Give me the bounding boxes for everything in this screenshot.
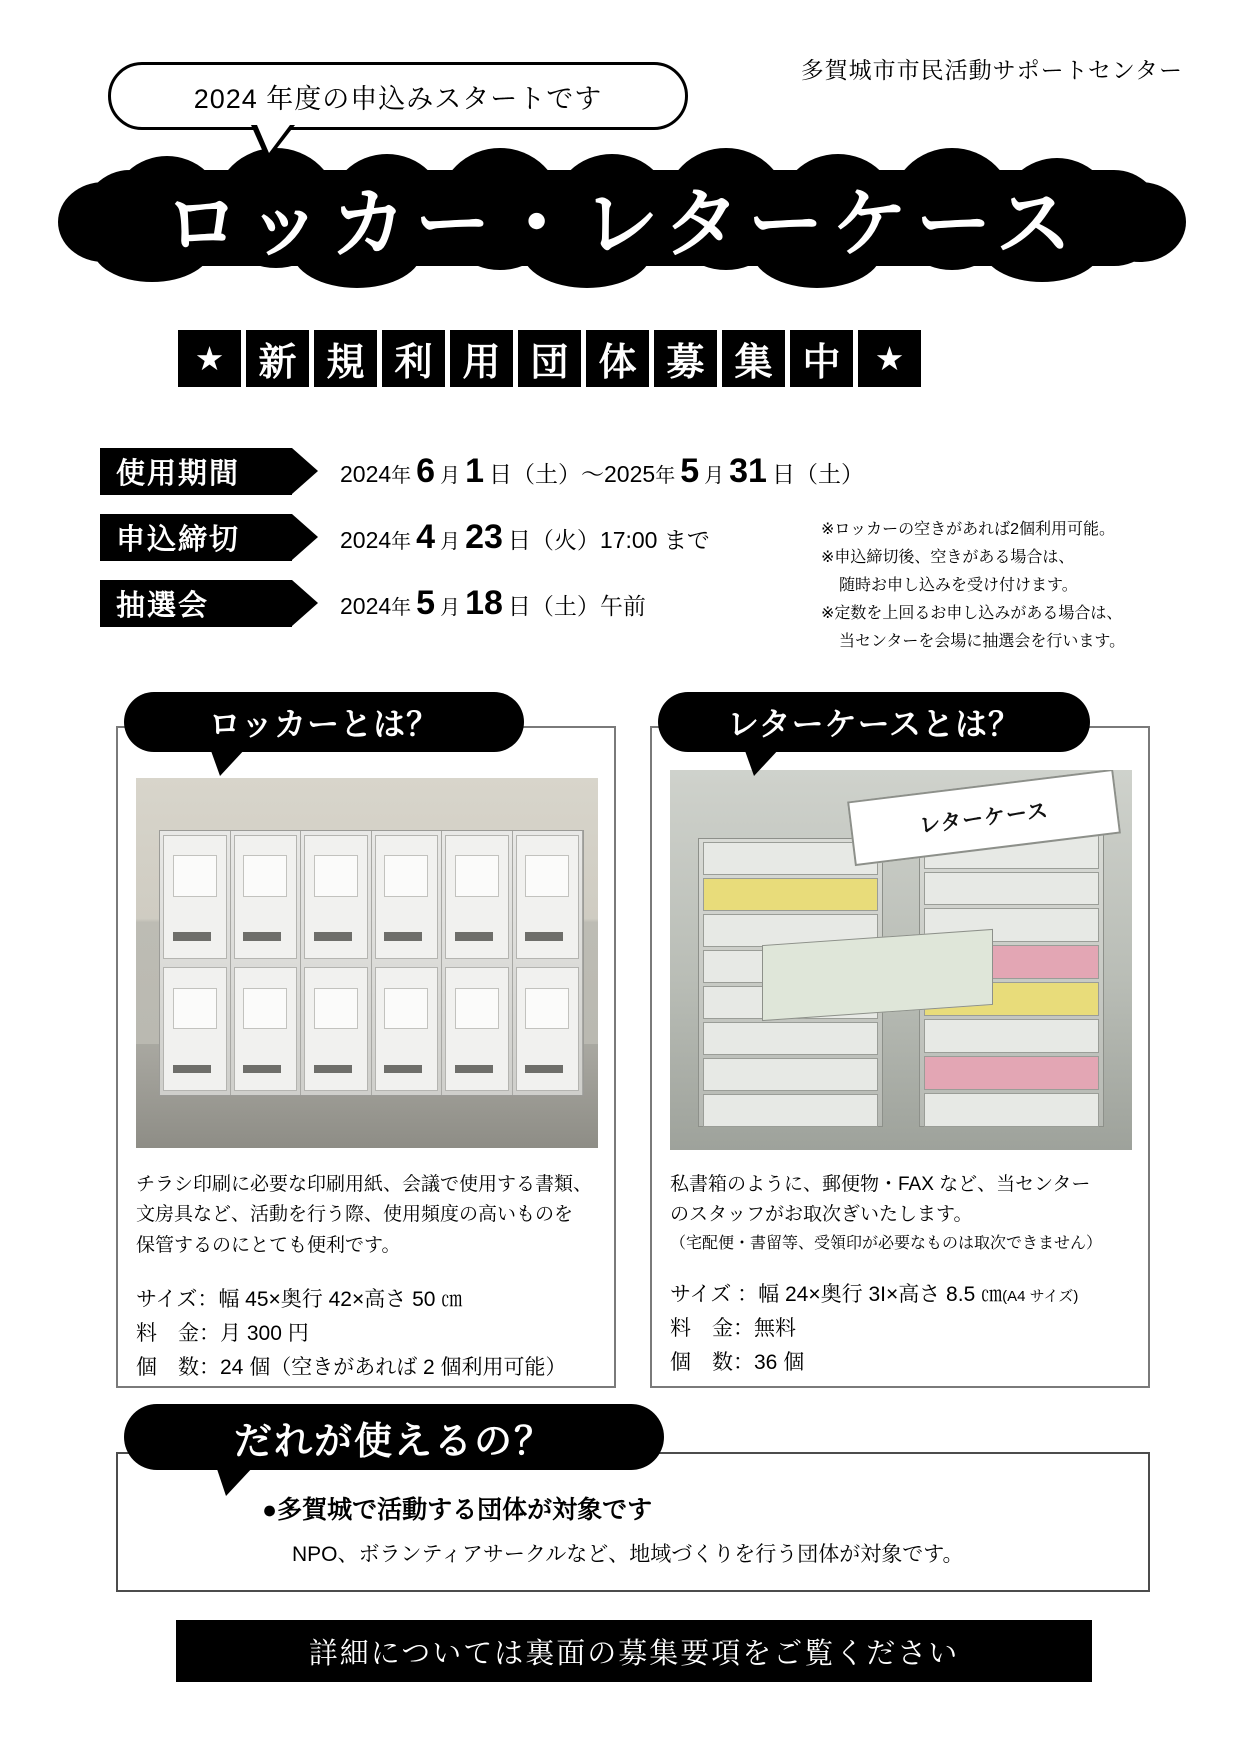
locker-name-card <box>314 855 358 897</box>
locker-handle-icon <box>243 1065 281 1074</box>
locker-name-card <box>384 855 428 897</box>
locker-handle-icon <box>173 1065 211 1074</box>
info-value-part: 2024 <box>340 527 392 553</box>
locker-cell <box>375 967 439 1091</box>
letter-tray <box>703 1022 878 1055</box>
info-label: 使用期間 <box>100 448 292 495</box>
letter-tray <box>703 1058 878 1091</box>
locker-desc-lines <box>136 1170 606 1261</box>
locker-handle-icon <box>525 932 563 941</box>
locker-name-card <box>525 988 569 1030</box>
locker-cell <box>304 835 368 959</box>
recruit-headline <box>178 330 921 387</box>
locker-handle-icon <box>384 1065 422 1074</box>
info-value-part: 31 <box>729 452 767 490</box>
footer-banner: 詳細については裏面の募集要項をご覧ください <box>176 1620 1092 1682</box>
locker-count: 個 数：24 個（空きがあれば 2 個利用可能） <box>136 1356 567 1380</box>
locker-cell <box>516 967 580 1091</box>
letter-case-heading <box>658 692 1090 752</box>
locker-name-card <box>243 855 287 897</box>
letter-case-specs <box>670 1278 1140 1380</box>
locker-column <box>231 831 302 1095</box>
letter-desc-line: のスタッフがお取次ぎいたします。 <box>670 1204 973 1226</box>
locker-handle-icon <box>455 1065 493 1074</box>
info-value-part: 日（土）～2025 <box>489 461 656 487</box>
locker-handle-icon <box>314 1065 352 1074</box>
headline-char: 利 <box>382 330 445 387</box>
info-value-part: 月 <box>704 465 725 487</box>
star-icon: ★ <box>858 330 921 387</box>
info-value-part: 23 <box>465 518 503 556</box>
locker-name-card <box>455 855 499 897</box>
locker-handle-icon <box>243 932 281 941</box>
letter-size <box>670 1278 1140 1312</box>
locker-cell <box>375 835 439 959</box>
locker-handle-icon <box>173 932 211 941</box>
info-value-part: 5 <box>680 452 700 490</box>
locker-cell <box>304 967 368 1091</box>
letter-desc-note: （宅配便・書留等、受領印が必要なものは取次できません） <box>670 1234 1103 1252</box>
info-value-part: 5 <box>416 584 436 622</box>
eligibility-heading-text: だれが使えるの？ <box>233 1420 554 1463</box>
letter-desc-line: 私書箱のように、郵便物・FAX など、当センター <box>670 1174 1091 1195</box>
locker-column <box>513 831 584 1095</box>
speech-tail-inner-icon <box>257 125 290 153</box>
info-value-part: 2024 <box>340 593 392 619</box>
info-row <box>100 448 864 495</box>
headline-char: 中 <box>790 330 853 387</box>
locker-desc-line: 保管するのにとても便利です。 <box>136 1234 401 1256</box>
headline-char: 新 <box>246 330 309 387</box>
headline-char: 体 <box>586 330 649 387</box>
speech-tail-icon <box>210 748 246 776</box>
info-value-part: 6 <box>416 452 436 490</box>
letter-size-note: (A4 サイズ) <box>1002 1288 1079 1306</box>
info-value-part: 日（土） <box>771 461 864 487</box>
locker-cell <box>234 967 298 1091</box>
info-value-part: 2024 <box>340 461 392 487</box>
locker-column <box>160 831 231 1095</box>
eligibility-line-1: ●多賀城で活動する団体が対象です <box>262 1496 653 1524</box>
info-value-part: 年 <box>391 531 412 553</box>
title-cloud <box>52 148 1192 286</box>
letter-tray <box>703 878 878 911</box>
info-value-part: 年 <box>391 465 412 487</box>
letter-desc-lines <box>670 1170 1140 1231</box>
info-label: 抽選会 <box>100 580 292 627</box>
locker-name-card <box>173 988 217 1030</box>
locker-cell <box>234 835 298 959</box>
letter-tray <box>924 872 1099 906</box>
locker-cell <box>163 835 227 959</box>
locker-heading <box>124 692 524 752</box>
info-value-part: 月 <box>440 531 461 553</box>
info-value-part: 4 <box>416 518 436 556</box>
info-value-part: 月 <box>440 465 461 487</box>
letter-case-description <box>670 1170 1140 1380</box>
locker-name-card <box>173 855 217 897</box>
locker-name-card <box>455 988 499 1030</box>
locker-handle-icon <box>384 932 422 941</box>
intro-speech-text: 2024 年度の申込みスタートです <box>193 83 603 114</box>
locker-heading-text: ロッカーとは？ <box>208 706 440 742</box>
star-icon: ★ <box>178 330 241 387</box>
locker-fee: 料 金：月 300 円 <box>136 1322 309 1346</box>
letter-tray <box>703 842 878 875</box>
note-line: ※定数を上回るお申し込みがある場合は、 <box>821 605 1123 622</box>
letter-tray <box>924 1056 1099 1090</box>
info-row <box>100 580 864 627</box>
locker-name-card <box>384 988 428 1030</box>
locker-name-card <box>525 855 569 897</box>
headline-char: 規 <box>314 330 377 387</box>
info-value-part: 年 <box>391 597 412 619</box>
info-value-part: 日（土）午前 <box>507 593 646 619</box>
letter-size-main: サイズ ：幅 24×奥行 3I×高さ 8.5 ㎝ <box>670 1283 1003 1307</box>
letter-case-heading-text: レターケースとは？ <box>726 706 1022 742</box>
eligibility-line-2: NPO、ボランティアサークルなど、地域づくりを行う団体が対象です。 <box>292 1543 964 1566</box>
info-value <box>340 584 646 623</box>
center-name: 多賀城市市民活動サポートセンター <box>800 57 1183 83</box>
info-value-part: 年 <box>655 465 676 487</box>
letter-case-photo <box>670 770 1132 1150</box>
letter-tray <box>924 1019 1099 1053</box>
locker-column <box>301 831 372 1095</box>
locker-column <box>442 831 513 1095</box>
letter-tray <box>924 1093 1099 1127</box>
eligibility-heading <box>124 1404 664 1470</box>
headline-char: 集 <box>722 330 785 387</box>
intro-speech-bubble <box>108 62 688 130</box>
letter-case-photo-sign: レターケース <box>847 770 1121 866</box>
info-value-part: 日（火）17:00 まで <box>507 527 710 553</box>
info-value <box>340 518 710 557</box>
info-label: 申込締切 <box>100 514 292 561</box>
info-value <box>340 452 864 491</box>
info-value-part: 18 <box>465 584 503 622</box>
locker-photo <box>136 778 598 1148</box>
headline-char: 用 <box>450 330 513 387</box>
letter-tray <box>703 1094 878 1127</box>
locker-desc-line: 文房具など、活動を行う際、使用頻度の高いものを <box>136 1204 574 1226</box>
locker-handle-icon <box>525 1065 563 1074</box>
info-value-part: 1 <box>465 452 485 490</box>
letter-fee: 料 金：無料 <box>670 1317 796 1341</box>
locker-cell <box>516 835 580 959</box>
locker-handle-icon <box>455 932 493 941</box>
locker-handle-icon <box>314 932 352 941</box>
page-title: ロッカー・レターケース <box>164 181 1080 267</box>
locker-name-card <box>243 988 287 1030</box>
headline-char: 団 <box>518 330 581 387</box>
note-line: ※ロッカーの空きがあれば2個利用可能。 <box>821 521 1115 538</box>
locker-column <box>372 831 443 1095</box>
locker-specs <box>136 1283 606 1385</box>
locker-cell <box>445 835 509 959</box>
speech-tail-icon <box>744 748 780 776</box>
locker-size: サイズ：幅 45×奥行 42×高さ 50 ㎝ <box>136 1288 463 1312</box>
notes-block <box>821 516 1201 656</box>
info-row <box>100 514 864 561</box>
speech-tail-icon <box>216 1466 254 1496</box>
locker-bank <box>159 830 584 1096</box>
note-line: 当センターを会場に抽選会を行います。 <box>839 633 1126 650</box>
info-block <box>100 448 864 646</box>
locker-cell <box>445 967 509 1091</box>
note-line: 随時お申し込みを受け付けます。 <box>839 577 1078 594</box>
locker-cell <box>163 967 227 1091</box>
locker-name-card <box>314 988 358 1030</box>
locker-desc-line: チラシ印刷に必要な印刷用紙、会議で使用する書類、 <box>136 1174 593 1195</box>
letter-count: 個 数：36 個 <box>670 1351 805 1375</box>
info-value-part: 月 <box>440 597 461 619</box>
locker-description <box>136 1170 606 1385</box>
note-line: ※申込締切後、空きがある場合は、 <box>821 549 1075 566</box>
headline-char: 募 <box>654 330 717 387</box>
